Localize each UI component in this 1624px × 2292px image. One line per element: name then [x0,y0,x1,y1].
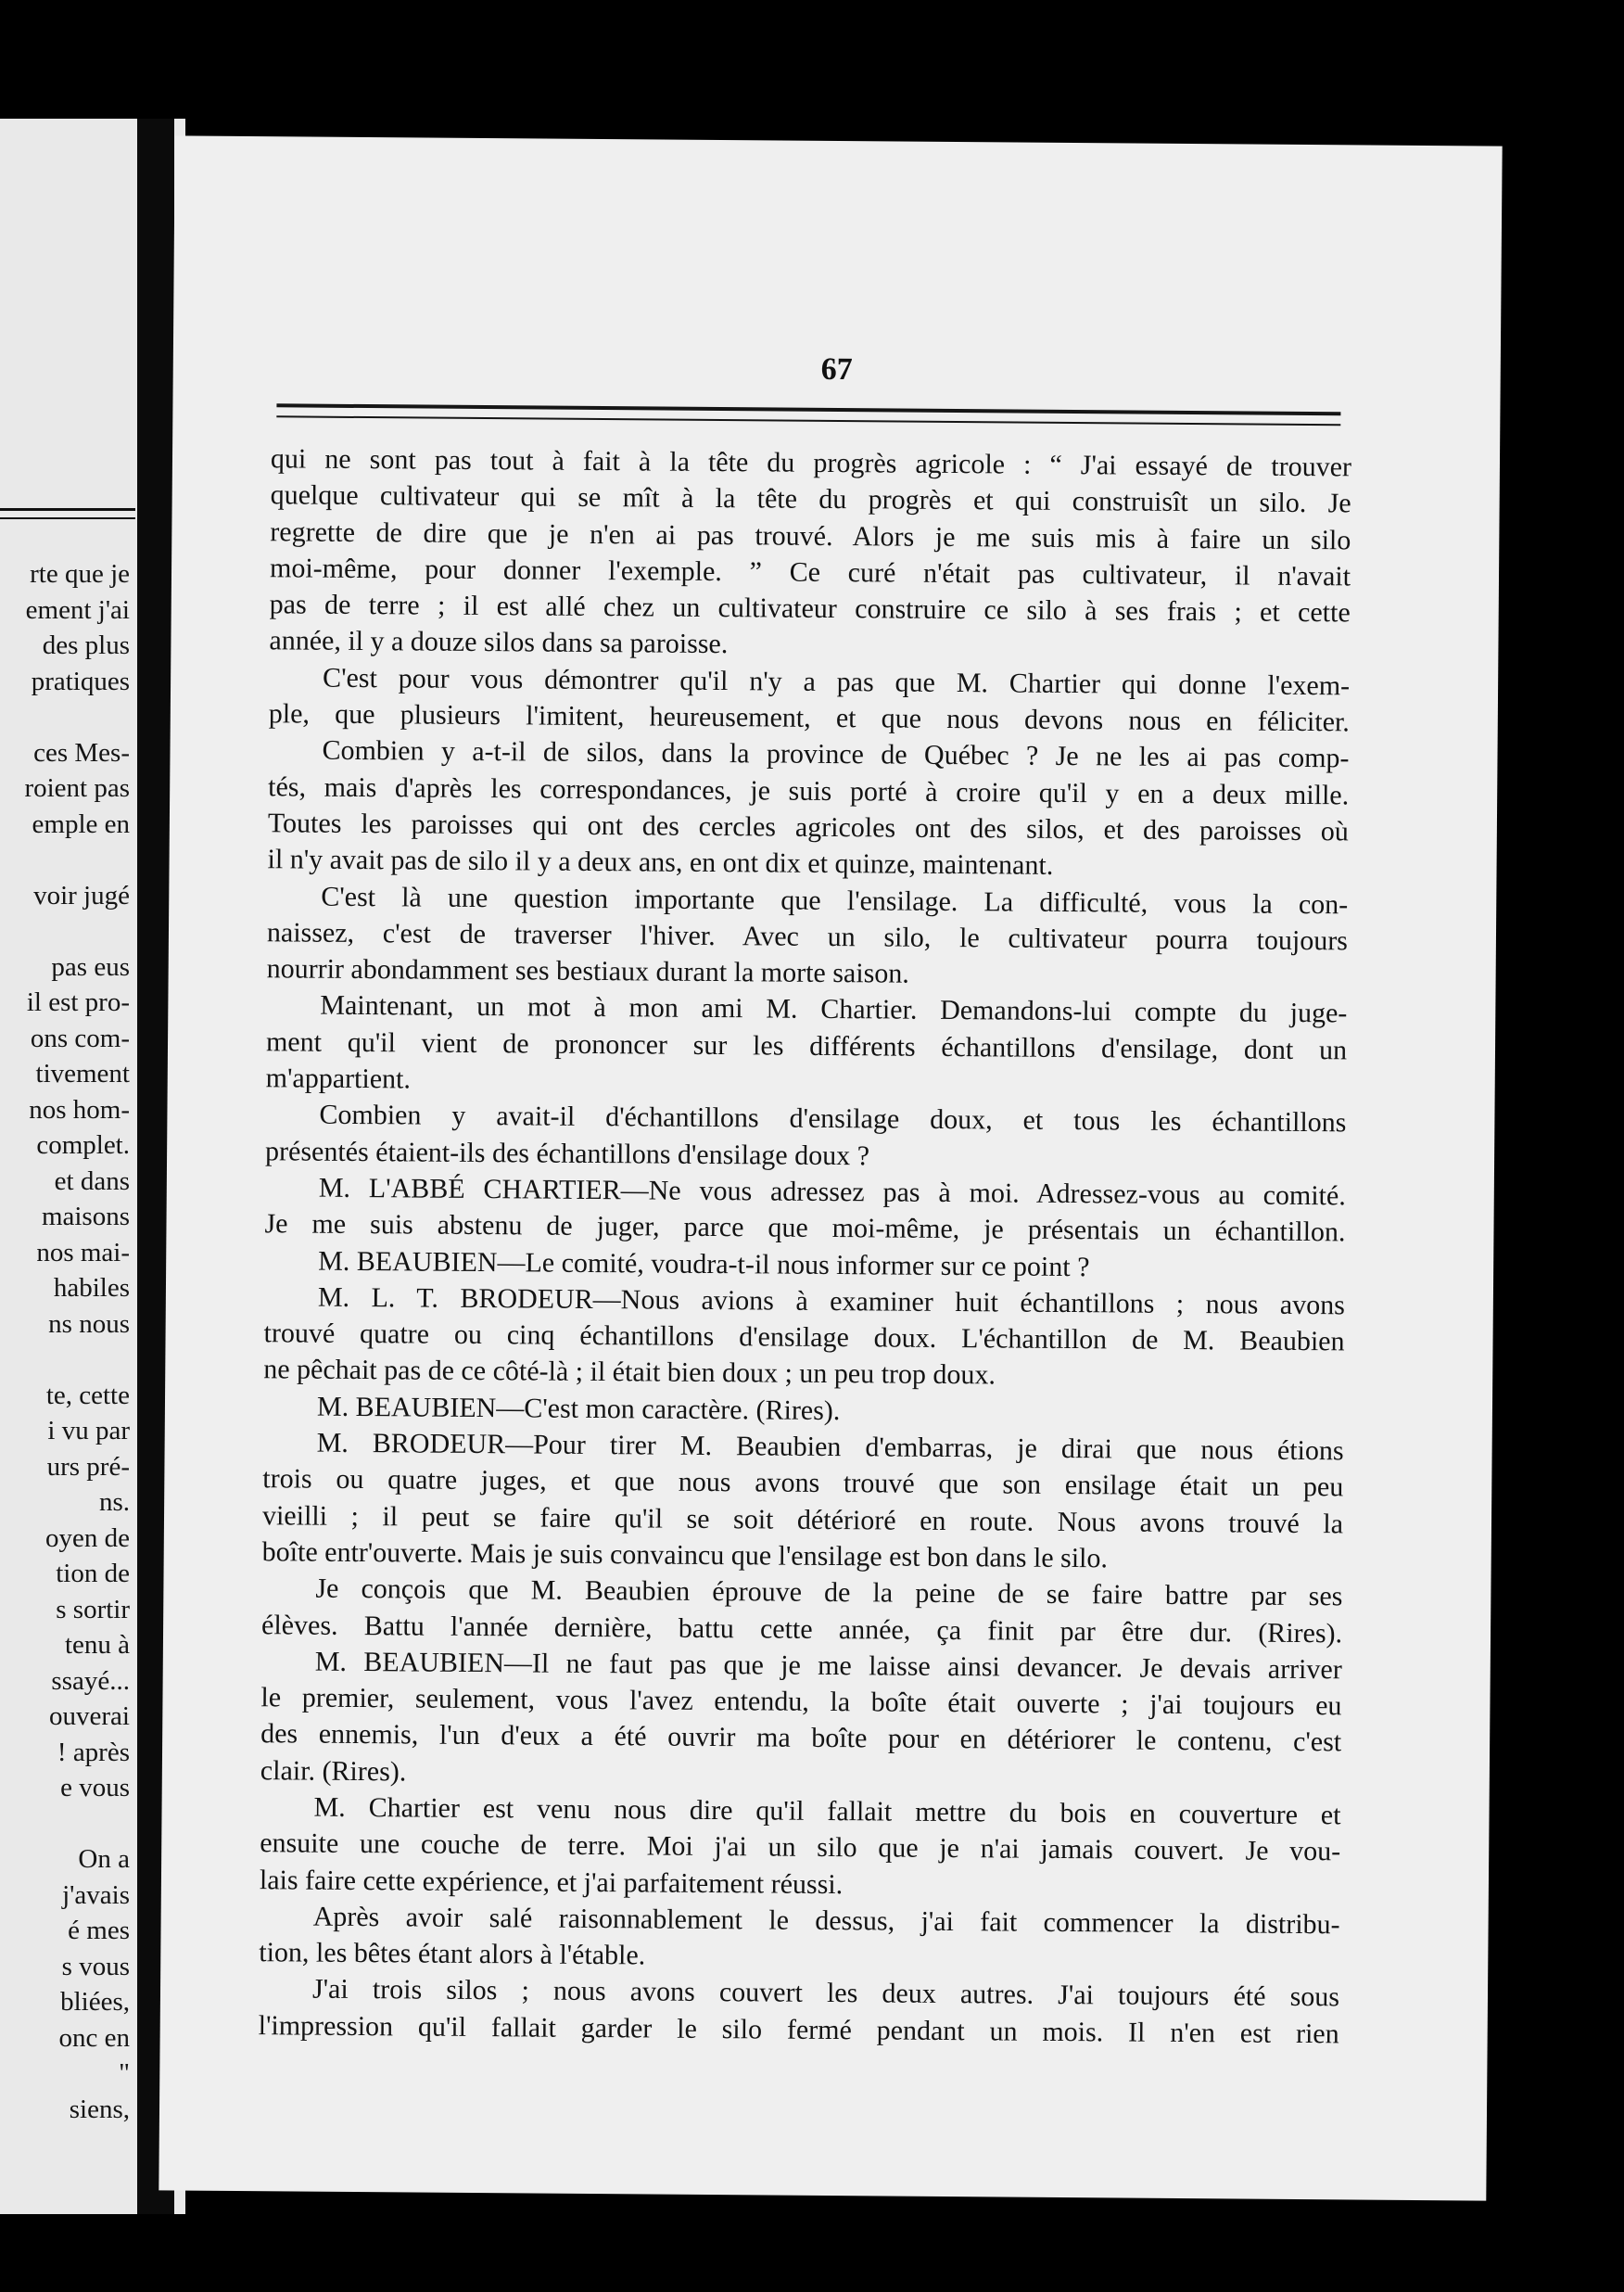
text-line: Combien y avait-il d'échantillons d'ensilage doux, et tous les échantillons [319,1100,1347,1139]
left-page-line: rte que je [30,559,130,589]
text-line: naissez, c'est de traverser l'hiver. Avec un silo, le cultivateur pourra toujours [266,917,1349,957]
text-line: ne pêchait pas de ce côté-là ; il était bien doux ; un peu trop doux. [263,1354,996,1391]
left-page-line [0,842,130,878]
left-page-line: siens, [69,2094,130,2124]
left-page-line: onc en [58,2022,130,2053]
left-page-line [0,1342,130,1378]
text-line: M. L. T. BRODEUR—Nous avions à examiner huit échantillons ; nous avons [317,1281,1345,1321]
text-line: ensuite une couche de terre. Moi j'ai un silo que je n'ai jamais couvert. Je vou- [260,1827,1341,1867]
left-page-line: ns. [98,1487,130,1517]
text-line: Je conçois que M. Beaubien éprouve de la peine de se faire battre par ses [315,1573,1343,1612]
text-line: tion, les bêtes étant alors à l'étable. [259,1937,646,1971]
left-page-line: des plus [42,630,130,660]
left-page-line: s vous [61,1951,130,1981]
left-page-line: nos hom- [29,1094,130,1125]
text-line: J'ai trois silos ; nous avons couvert les deux autres. J'ai toujours été sous [311,1974,1340,2013]
text-line: clair. (Rires). [260,1754,407,1788]
left-page-line: bliées, [60,1987,130,2017]
bottom-border [0,2214,1624,2292]
left-page-line: pratiques [31,666,130,696]
text-line: vieilli ; il peut se faire qu'il se soit détérioré en route. Nous avons trouvé la [261,1499,1344,1539]
left-page-line: et dans [54,1165,130,1196]
left-page-line: emple en [32,809,130,839]
left-page-line: On a [78,1844,130,1874]
text-line: des ennemis, l'un d'eux a été ouvrir ma boîte pour en détériorer le contenu, c'est [260,1718,1342,1758]
text-line: M. BRODEUR—Pour tirer M. Beaubien d'embarras, je dirai que nous étions [316,1427,1344,1467]
left-page-line: ! après [57,1737,130,1767]
text-line: Maintenant, un mot à mon ami M. Chartier. Demandons-lui compte du juge- [320,990,1348,1029]
main-page [159,135,1502,2200]
left-page-text [0,556,130,2127]
left-page-line: ns nous [48,1308,130,1339]
text-line: ment qu'il vient de prononcer sur les différents échantillons d'ensilage, dont un [265,1025,1348,1066]
left-page-line: ssayé... [51,1665,130,1696]
left-page-line: il est pro- [26,987,130,1017]
text-line: trouvé quatre ou cinq échantillons d'ensilage doux. L'échantillon de M. Beaubien [263,1318,1345,1357]
text-line: Toutes les paroisses qui ont des cercles agricoles ont des silos, et des paroisses où [267,808,1349,847]
left-page-line [0,1806,130,1842]
body-text [259,440,1352,2052]
text-line: qui ne sont pas tout à fait à la tête du progrès agricole : “ J'ai essayé de trouver [270,443,1352,483]
header-rule [276,403,1340,426]
left-page-line [0,699,130,735]
text-line: C'est pour vous démontrer qu'il n'y a pas que M. Chartier qui donne l'exem- [323,662,1351,702]
text-line: regrette de dire que je n'en ai pas trouvé. Alors je me suis mis à faire un silo [270,516,1351,555]
left-page-line: roient pas [24,773,130,803]
left-page-line: ons com- [30,1023,130,1053]
left-page-line: urs pré- [46,1451,130,1482]
left-page-line: i vu par [47,1416,130,1445]
left-page-line: habiles [53,1273,130,1303]
text-line: il n'y avait pas de silo il y a deux ans, en ont dix et quinze, maintenant. [267,844,1054,882]
left-page-line: voir jugé [33,880,130,910]
text-line: moi-même, pour donner l'exemple. ” Ce curé n'était pas cultivateur, il n'avait [269,553,1351,592]
text-line: Après avoir salé raisonnablement le dessus, j'ai fait commencer la distribu- [312,1901,1340,1941]
left-page-line: pas eus [51,951,130,982]
left-page-line: e vous [60,1773,130,1802]
left-page-rule [0,508,135,519]
text-line: M. BEAUBIEN—C'est mon caractère. (Rires). [316,1391,841,1426]
text-line: M. L'ABBÉ CHARTIER—Ne vous adressez pas à moi. Adressez-vous au comité. [318,1172,1346,1212]
text-line: l'impression qu'il fallait garder le silo fermé pendant un mois. Il n'en est rien [258,2009,1339,2050]
left-page-line: maisons [41,1202,130,1231]
left-page-line: ouverai [49,1701,130,1731]
text-line: pas de terre ; il est allé chez un cultivateur construire ce silo à ses frais ; et cette [269,589,1351,629]
text-line: année, il y a douze silos dans sa paroisse. [269,625,729,660]
text-line: le premier, seulement, vous l'avez entendu, la boîte était ouverte ; j'ai toujours eu [260,1682,1342,1722]
text-line: trois ou quatre juges, et que nous avons trouvé que son ensilage était un peu [262,1463,1344,1503]
text-line: Je me suis abstenu de juger, parce que moi-même, je présentais un échantillon. [264,1208,1346,1248]
text-line: m'appartient. [265,1063,412,1095]
text-line: quelque cultivateur qui se mît à la tête du progrès et qui construisît un silo. Je [270,479,1351,519]
text-line: M. BEAUBIEN—Il ne faut pas que je me laisse ainsi devancer. Je devais arriver [314,1646,1342,1686]
left-page-line [0,913,130,949]
left-page-line: ces Mes- [33,737,130,768]
text-line: nourrir abondamment ses bestiaux durant la morte saison. [266,953,909,989]
text-line: M. Chartier est venu nous dire qu'il fallait mettre du bois en couverture et [313,1791,1341,1831]
left-page-line: nos mai- [36,1237,130,1267]
text-line: boîte entr'ouverte. Mais je suis convaincu que l'ensilage est bon dans le silo. [261,1536,1109,1574]
text-line: Combien y a-t-il de silos, dans la province de Québec ? Je ne les ai pas comp- [322,735,1350,774]
left-page-line: tenu à [64,1630,130,1660]
left-page-line: ement j'ai [25,594,130,625]
left-page-line: s sortir [56,1594,130,1624]
left-page-line: oyen de [45,1522,130,1553]
text-line: lais faire cette expérience, et j'ai parfaitement réussi. [259,1864,844,1900]
left-page-line: é mes [68,1916,130,1945]
text-line: C'est là une question importante que l'ensilage. La difficulté, vous la con- [321,881,1349,920]
text-line: élèves. Battu l'année dernière, battu cette année, ça finit par être dur. (Rires). [260,1609,1343,1649]
left-page-line: j'avais [62,1879,130,1910]
left-page-line: complet. [36,1130,130,1160]
left-page-line: te, cette [45,1380,130,1410]
text-line: M. BEAUBIEN—Le comité, voudra-t-il nous informer sur ce point ? [318,1245,1090,1282]
left-page-line: tion de [56,1559,130,1588]
page-number: 67 [820,351,853,388]
left-page-line: tivement [35,1059,130,1089]
text-line: tés, mais d'après les correspondances, je suis porté à croire qu'il y en a deux mille. [268,770,1350,811]
text-line: ple, que plusieurs l'imitent, heureusement, et que nous devons nous en féliciter. [268,698,1350,738]
text-line: présentés étaient-ils des échantillons d'ensilage doux ? [264,1135,870,1171]
left-page-line: " [119,2058,130,2088]
